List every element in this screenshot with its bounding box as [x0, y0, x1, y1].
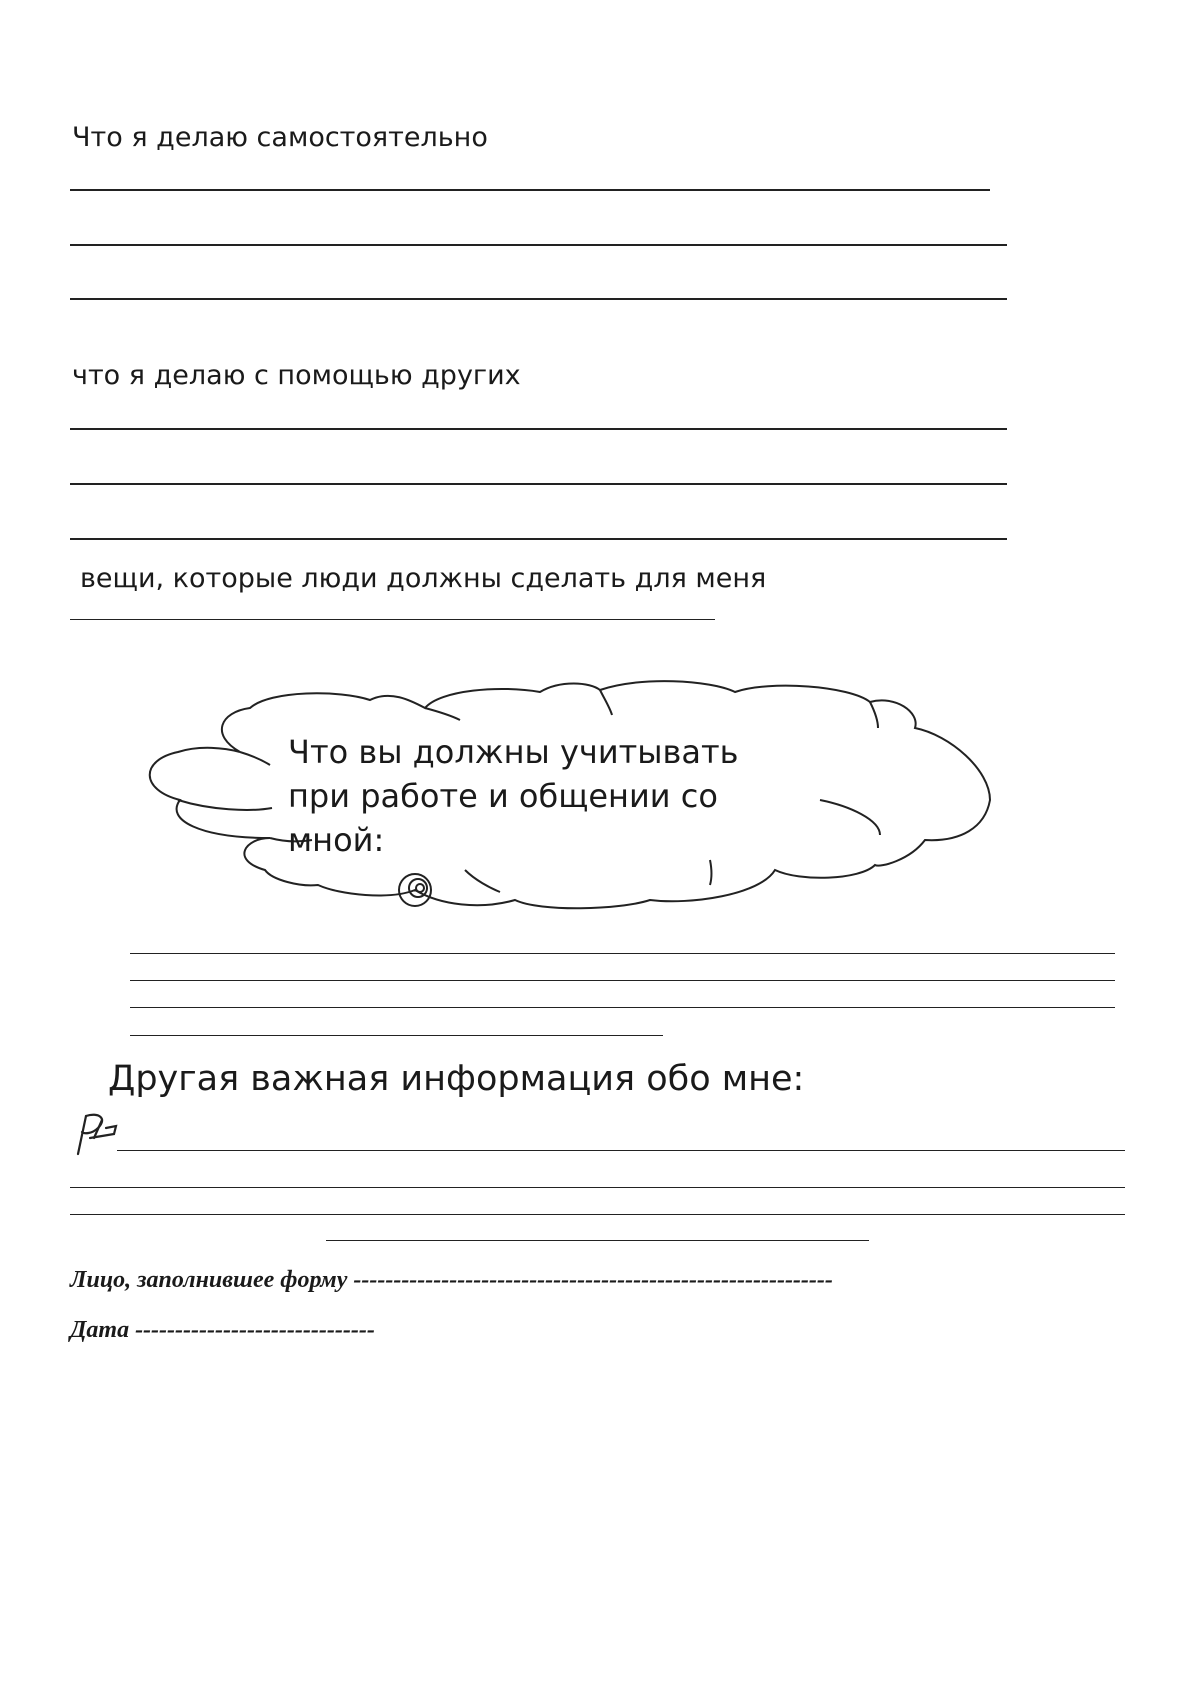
filled-by-label: Лицо, заполнившее форму — [70, 1267, 348, 1293]
writing-line[interactable] — [117, 1150, 1125, 1151]
filled-by-row — [70, 1268, 833, 1292]
writing-line[interactable] — [130, 1035, 663, 1036]
writing-line[interactable] — [70, 1214, 1125, 1215]
writing-line[interactable] — [130, 953, 1115, 954]
section-label-with-help: что я делаю с помощью других — [72, 360, 521, 391]
section-label-things-for-me: вещи, которые люди должны сделать для меня — [80, 563, 767, 594]
section-label-independent: Что я делаю самостоятельно — [72, 122, 488, 153]
filled-by-field[interactable]: ------------------------------------------------------------ — [353, 1267, 833, 1293]
cloud-heading: Что вы должны учитывать при работе и общении со мной: — [288, 733, 739, 859]
date-row — [70, 1318, 375, 1342]
date-field[interactable]: ------------------------------ — [135, 1317, 375, 1343]
section-label-other-info: Другая важная информация обо мне: — [108, 1059, 805, 1099]
writing-line[interactable] — [130, 980, 1115, 981]
writing-line[interactable] — [326, 1240, 869, 1241]
writing-line[interactable] — [130, 1007, 1115, 1008]
date-label: Дата — [70, 1317, 130, 1343]
writing-line[interactable] — [70, 1187, 1125, 1188]
